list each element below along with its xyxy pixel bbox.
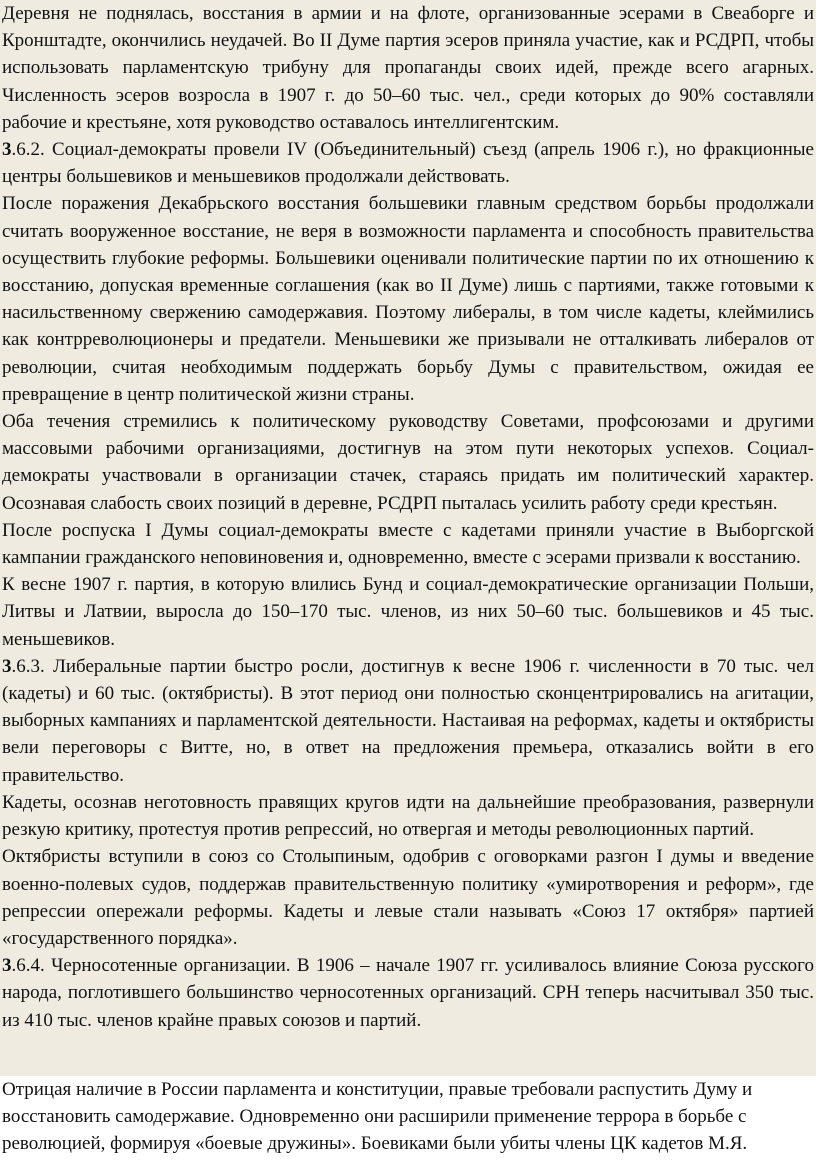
paragraph-text: .6.2. Социал-демократы провели IV (Объединительный) съезд (апрель 1906 г.), но фракционные центры большевиков и меньшевиков продолжали действовать.	[2, 139, 814, 188]
paragraph-text: После поражения Декабрьского восстания большевики главным средством борьбы продолжали считать вооруженное восстание, не веря в возможности парламента и способность правительства осуществить глубокие реформы. Большевики оценивали политические партии по их отношению к восстанию, допуская временные соглашения (как во II Думе) лишь с партиями, также готовыми к насильственному свержению самодержавия. Поэтому либералы, в том числе кадеты, клеймились как контрреволюционеры и предатели. Меньшевики же призывали не отталкивать либералов от революции, считая необходимым поддержать борьбу Думы с правительством, ожидая ее превращение в центр политической жизни страны.	[2, 193, 814, 405]
paragraph-party-growth	[2, 571, 814, 653]
paragraph-liberal-parties	[2, 653, 814, 789]
paragraph-socialist-revolutionaries	[2, 0, 814, 136]
unshaded-text-region	[0, 1076, 816, 1158]
paragraph-cadets	[2, 789, 814, 843]
paragraph-bolsheviks-mensheviks	[2, 190, 814, 408]
paragraph-black-hundreds	[2, 952, 814, 1034]
paragraph-soviets-unions	[2, 408, 814, 517]
section-number-lead: 3	[2, 139, 12, 161]
section-number-lead: 3	[2, 955, 12, 977]
paragraph-text: Кадеты, осознав неготовность правящих кругов идти на дальнейшие преобразования, развернули резкую критику, протестуя против репрессий, но отвергая и методы революционных партий.	[2, 791, 814, 841]
paragraph-text: .6.4. Черносотенные организации. В 1906 – начале 1907 гг. усиливалось влияние Союза русского народа, поглотившего большинство черносотенных организаций. СРН теперь насчитывал 350 тыс. из 410 тыс. членов крайне правых союзов и партий.	[2, 955, 814, 1031]
paragraph-social-democrats-congress	[2, 136, 814, 190]
paragraph-text: Октябристы вступили в союз со Столыпиным, одобрив с оговорками разгон I думы и введение военно-полевых судов, поддержав правительственную политику «умиротворения и реформ», где репрессии опережали реформы. Кадеты и левые стали называть «Союз 17 октября» партией «государственного порядка».	[2, 846, 814, 949]
section-number-lead: 3	[2, 655, 12, 677]
paragraph-text: После роспуска I Думы социал-демократы вместе с кадетами приняли участие в Выборгской кампании гражданского неповиновения и, одновременно, вместе с эсерами призвали к восстанию.	[2, 519, 814, 569]
tail-line: революцией, формируя «боевые дружины». Боевиками были убиты члены ЦК кадетов М.Я.	[2, 1133, 748, 1155]
paragraph-vyborg-campaign	[2, 517, 814, 571]
paragraph-text: Оба течения стремились к политическому руководству Советами, профсоюзами и другими массовыми рабочими организациями, достигнув на этом пути некоторых успехов. Социал-демократы участвовали в организации стачек, стараясь придать им политический характер. Осознавая слабость своих позиций в деревне, РСДРП пыталась усилить работу среди крестьян.	[2, 411, 814, 514]
paragraph-text: .6.3. Либеральные партии быстро росли, достигнув к весне 1906 г. численности в 70 тыс. чел (кадеты) и 60 тыс. (октябристы). В этот период они полностью сконцентрировались на агитации, выборных кампаниях и парламентской деятельности. Настаивая на реформах, кадеты и октябристы вели переговоры с Витте, но, в ответ на предложения премьера, отказались войти в его правительство.	[2, 655, 814, 786]
paragraph-octobrists	[2, 843, 814, 952]
tail-line: Отрицая наличие в России парламента и конституции, правые требовали распустить Думу и	[2, 1079, 753, 1100]
tail-line: восстановить самодержавие. Одновременно они расширили применение террора в борьбе с	[2, 1106, 747, 1128]
paragraph-text: К весне 1907 г. партия, в которую влились Бунд и социал-демократические организации Польши, Литвы и Латвии, выросла до 150–170 тыс. членов, из них 50–60 тыс. большевиков и 45 тыс. меньшевиков.	[2, 574, 814, 650]
paragraph-text: Деревня не поднялась, восстания в армии и на флоте, организованные эсерами в Свеаборге и Кронштадте, окончились неудачей. Во II Думе партия эсеров приняла участие, как и РСДРП, чтобы использовать парламентскую трибуну для пропаганды своих идей, прежде всего агарных. Численность эсеров возросла в 1907 г. до 50–60 тыс. чел., среди которых до 90% составляли рабочие и крестьяне, хотя руководство оставалось интеллигентским.	[2, 3, 814, 133]
